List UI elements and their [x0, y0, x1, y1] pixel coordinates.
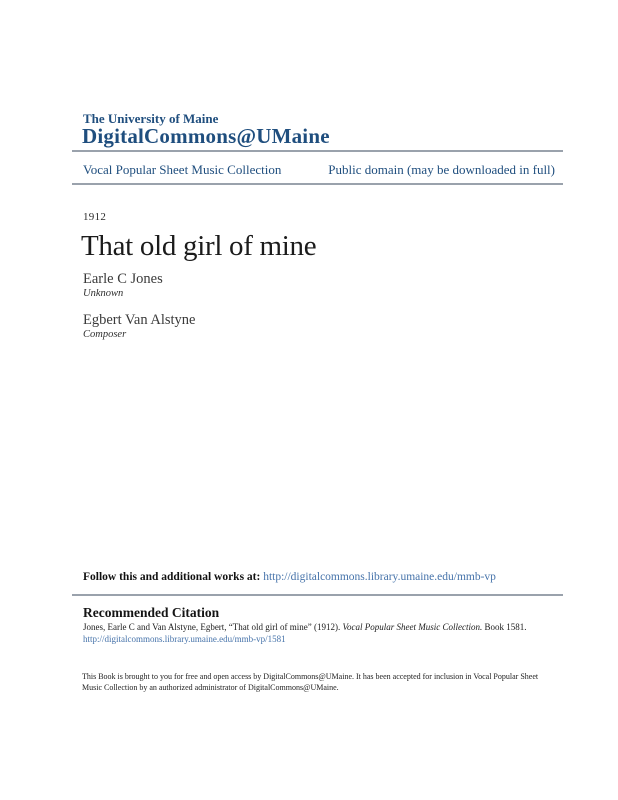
follow-works-line [83, 571, 496, 583]
access-note: This Book is brought to you for free and open access by DigitalCommons@UMaine. It has been accepted for inclusion in Vocal Popular Sheet Music Collection by an authorized administrator of DigitalCommons@UMaine. [82, 672, 539, 692]
publication-year: 1912 [83, 211, 107, 223]
divider-top [72, 150, 563, 152]
institution-name: The University of Maine [83, 111, 219, 126]
collection-url-link[interactable]: http://digitalcommons.library.umaine.edu/mmb-vp [263, 571, 496, 583]
item-url-link[interactable]: http://digitalcommons.library.umaine.edu/mmb-vp/1581 [83, 634, 286, 644]
composer-name: Egbert Van Alstyne [83, 312, 196, 328]
citation-text-start: Jones, Earle C and Van Alstyne, Egbert, “That old girl of mine” (1912). [83, 622, 343, 632]
citation-text-end: Book 1581. [482, 622, 527, 632]
citation-collection-title: Vocal Popular Sheet Music Collection. [342, 622, 483, 632]
rights-statement-link[interactable]: Public domain (may be downloaded in full) [328, 162, 555, 177]
divider-middle [72, 183, 563, 185]
divider-bottom [72, 594, 563, 596]
recommended-citation-heading: Recommended Citation [83, 605, 220, 620]
citation-text [83, 622, 527, 632]
collection-link[interactable]: Vocal Popular Sheet Music Collection [83, 162, 282, 177]
composer-role: Composer [83, 329, 127, 340]
collection-bar [83, 162, 555, 178]
follow-works-label: Follow this and additional works at: [83, 571, 264, 583]
citation-link-line [83, 634, 286, 644]
author-role: Unknown [83, 288, 124, 299]
work-title: That old girl of mine [81, 230, 317, 262]
repository-title: DigitalCommons@UMaine [82, 124, 330, 148]
author-name: Earle C Jones [83, 271, 163, 287]
